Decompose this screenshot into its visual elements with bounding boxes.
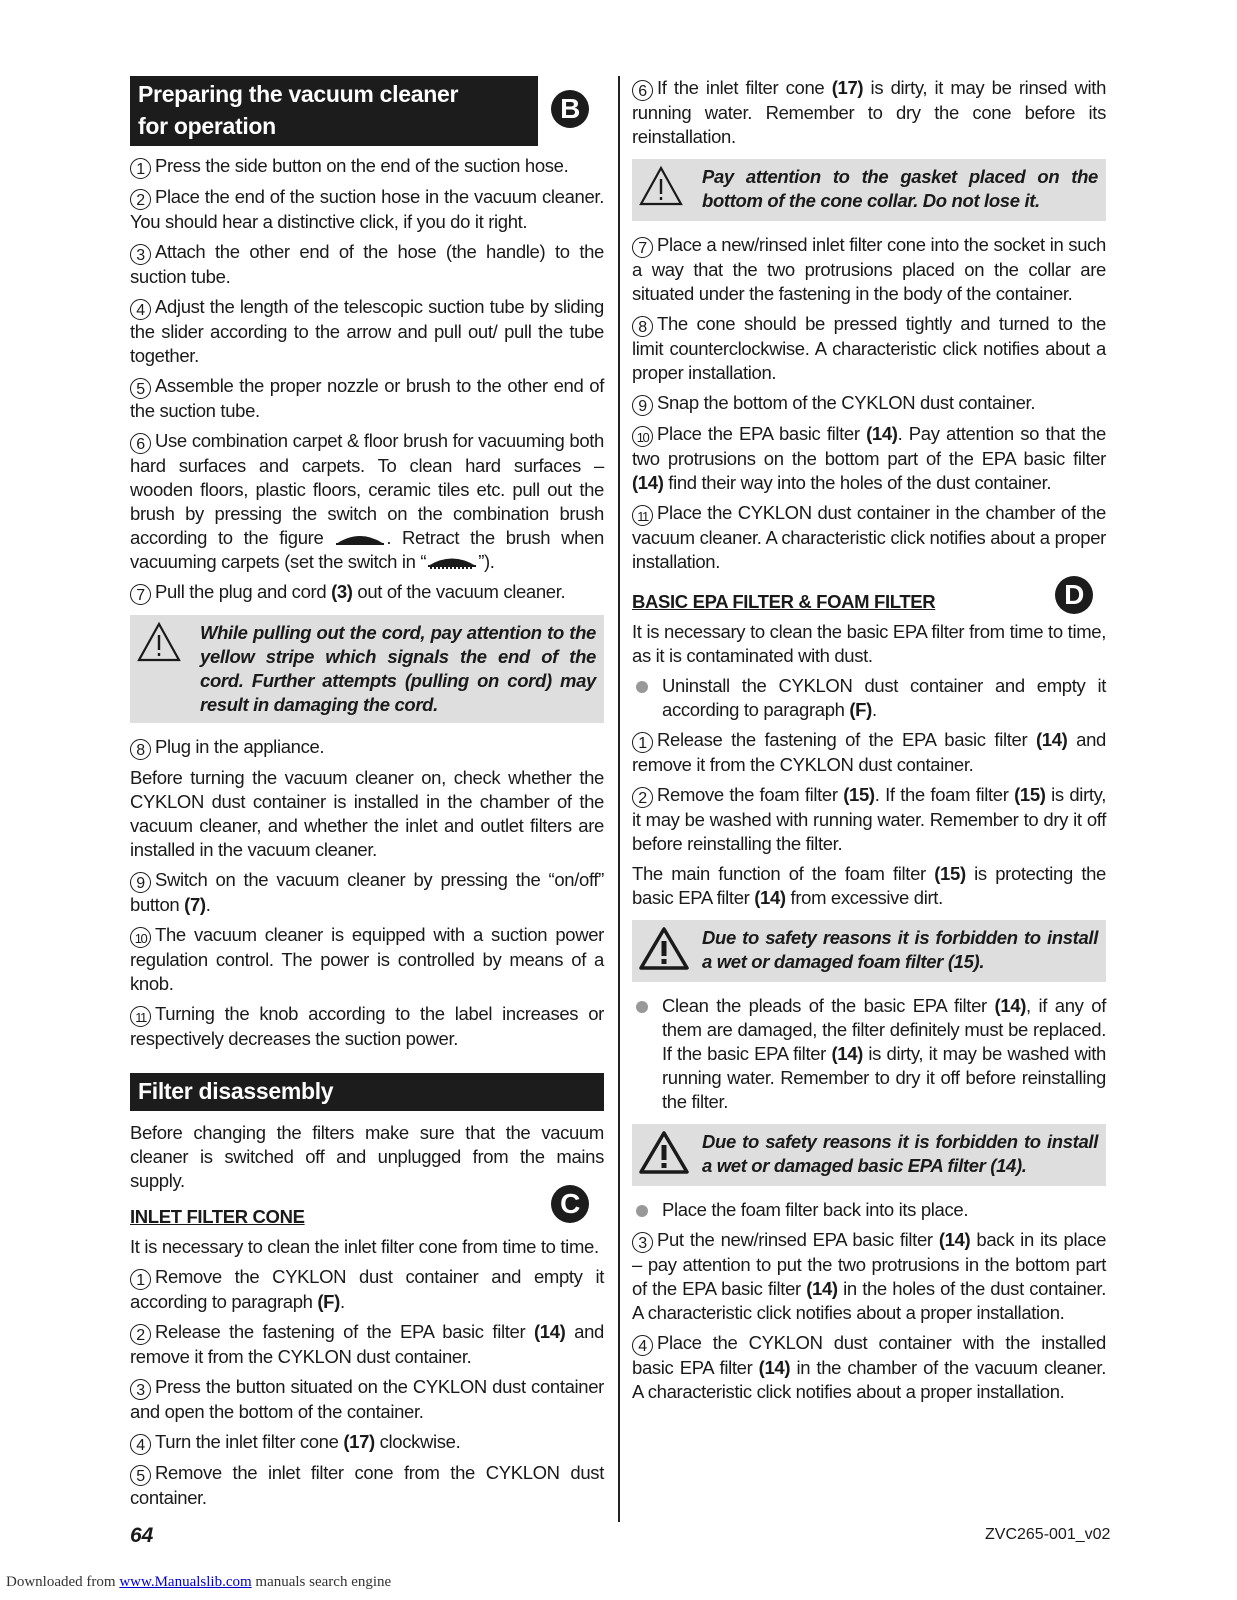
step-7	[130, 580, 604, 605]
page-number: 64	[130, 1524, 154, 1547]
step-text-c: find their way into the holes of the dust container.	[663, 472, 1052, 493]
ref: (14)	[938, 1229, 971, 1250]
step-text-b: out of the vacuum cleaner.	[352, 581, 566, 602]
step-number: 1	[632, 732, 653, 753]
step-text-b: . Retract the brush when vacuuming carpets (set the switch in “	[130, 527, 604, 572]
step-text-b: and remove it from the CYKLON dust container.	[130, 1321, 604, 1367]
ref: (14)	[831, 1043, 863, 1064]
step-text-b: is dirty, it may be rinsed with running water. Remember to dry the cone before its reinstallation.	[632, 77, 1107, 147]
bullet-uninstall	[632, 674, 1106, 722]
step-number: 1	[130, 158, 151, 179]
step-number: 2	[130, 1324, 151, 1345]
download-suffix: manuals search engine	[251, 1574, 392, 1590]
inlet-lead: It is necessary to clean the inlet filter cone from time to time.	[130, 1236, 599, 1257]
bullet-text-b: , if any of them are damaged, the filter definitely must be replaced. If the basic EPA filter	[662, 995, 1106, 1064]
step-number: 4	[130, 1434, 151, 1455]
step-number: 11	[632, 505, 653, 526]
bullet-foam-back	[632, 1198, 1106, 1222]
ref: (14)	[994, 995, 1027, 1016]
warning-text: While pulling out the cord, pay attention to the yellow stripe which signals the end of the cord. Further attempts (pulling on cord) may result in damaging the cord.	[200, 622, 596, 715]
step-number: 7	[632, 237, 653, 258]
step-text: Place the EPA basic filter	[657, 423, 867, 444]
ref: (F)	[849, 699, 872, 720]
step-6	[130, 429, 604, 574]
step-text-b: .	[205, 894, 211, 915]
step-text-b: back in its place – pay attention to put the two protrusions in the bottom part of the EPA basic filter	[632, 1229, 1107, 1299]
foam-note	[632, 862, 1106, 910]
ref: (14)	[533, 1321, 566, 1342]
step-10	[130, 923, 604, 996]
c-step-6	[632, 76, 1106, 149]
doc-code: ZVC265-001_v02	[985, 1526, 1111, 1543]
ref: (7)	[184, 894, 206, 915]
step-number: 2	[130, 189, 151, 210]
manualslib-link[interactable]: www.Manualslib.com	[119, 1574, 252, 1590]
right-column	[632, 76, 1106, 1404]
warning-gasket	[632, 159, 1106, 221]
step-number: 10	[130, 927, 151, 948]
ref: (14)	[754, 887, 786, 908]
step-text: Release the fastening of the EPA basic filter	[657, 729, 1036, 750]
step-text-c: is dirty, it may be washed with running water. Remember to dry it off before reinstalling the filter.	[632, 784, 1106, 854]
step-text: Press the button situated on the CYKLON dust container and open the bottom of the container.	[130, 1376, 604, 1422]
section-title-line2: for operation	[138, 113, 276, 139]
warning-icon	[638, 926, 690, 972]
column-divider	[618, 76, 620, 1522]
c-step-5	[130, 1461, 604, 1510]
d-step-4	[632, 1331, 1106, 1404]
step-8	[130, 735, 604, 760]
bullet-clean-pleads	[632, 994, 1106, 1114]
d-step-1	[632, 728, 1106, 777]
step-text: Place the CYKLON dust container with the installed basic EPA filter	[632, 1332, 1106, 1378]
step-text: If the inlet filter cone	[657, 77, 832, 98]
c-step-3	[130, 1375, 604, 1424]
step-text-b: in the chamber of the vacuum cleaner. A characteristic click notifies about a proper installation.	[632, 1357, 1106, 1402]
ref: (14)	[1035, 729, 1068, 750]
badge-d: D	[1055, 576, 1093, 614]
bullet-text-b: .	[871, 699, 877, 720]
step-number: 3	[130, 244, 151, 265]
c-step-8	[632, 312, 1106, 385]
step-text: Turning the knob according to the label increases or respectively decreases the suction power.	[130, 1003, 604, 1049]
step-text: Place the end of the suction hose in the vacuum cleaner. You should hear a distinctive click, if you do it right.	[130, 186, 604, 232]
step-text: Place a new/rinsed inlet filter cone into the socket in such a way that the two protrusions placed on the collar are situated under the fastening in the body of the container.	[632, 234, 1106, 304]
ref: (14)	[866, 423, 898, 444]
step-text-b: . Pay attention so that the two protrusions on the bottom part of the EPA basic filter	[632, 423, 1106, 469]
bullet-dot	[636, 681, 648, 693]
step-number: 5	[130, 378, 151, 399]
step-text: Place the CYKLON dust container in the chamber of the vacuum cleaner. A characteristic click notifies about a proper installation.	[632, 502, 1106, 572]
step-11	[130, 1002, 604, 1051]
warning-icon	[136, 621, 182, 663]
c-step-4	[130, 1430, 604, 1455]
c-step-9	[632, 391, 1106, 416]
step-text: The cone should be pressed tightly and turned to the limit counterclockwise. A characteristic click notifies about a proper installation.	[632, 313, 1106, 383]
note-text-c: from excessive dirt.	[785, 887, 943, 908]
brush-in-icon	[426, 555, 478, 571]
step-number: 8	[130, 739, 151, 760]
step-text: Use combination carpet & floor brush for vacuuming both hard surfaces and carpets. To clean hard surfaces – wooden floors, plastic floors, ceramic tiles etc. pull out the brush by pressing the switch on the combination brush according to the figure	[130, 430, 604, 548]
filter-intro: Before changing the filters make sure that the vacuum cleaner is switched off and unplugged from the mains supply.	[130, 1122, 604, 1191]
d-step-3	[632, 1228, 1106, 1325]
step-text: Turn the inlet filter cone	[155, 1431, 344, 1452]
subheading-text: INLET FILTER CONE	[130, 1206, 305, 1227]
warning-cord	[130, 615, 604, 723]
bullet-text: Uninstall the CYKLON dust container and empty it according to paragraph	[662, 675, 1106, 720]
step-text-c: in the holes of the dust container. A characteristic click notifies about a proper installation.	[632, 1278, 1106, 1323]
brush-out-icon	[334, 532, 386, 546]
badge-b: B	[551, 90, 589, 128]
ref: (17)	[343, 1431, 375, 1452]
c-step-2	[130, 1320, 604, 1369]
download-footer	[6, 1574, 391, 1591]
ref: (14)	[632, 472, 664, 493]
step-number: 7	[130, 584, 151, 605]
c-step-10	[632, 422, 1106, 495]
step-text: Plug in the appliance.	[155, 736, 325, 757]
section-title-filter-disassembly: Filter disassembly	[130, 1073, 604, 1111]
step-number: 10	[632, 426, 653, 447]
step-number: 4	[632, 1335, 653, 1356]
subheading-basic-epa	[632, 579, 1106, 614]
step-9	[130, 868, 604, 917]
bullet-text: Place the foam filter back into its place.	[662, 1199, 969, 1220]
section-title-line1: Preparing the vacuum cleaner	[138, 81, 459, 107]
step-text-b: .	[339, 1291, 345, 1312]
ref: (15)	[1014, 784, 1046, 805]
bullet-dot	[636, 1205, 648, 1217]
warning-epa-filter	[632, 1124, 1106, 1186]
warning-foam-filter	[632, 920, 1106, 982]
step-number: 9	[130, 872, 151, 893]
step-text: Remove the inlet filter cone from the CYKLON dust container.	[130, 1462, 604, 1508]
step-text: Remove the foam filter	[657, 784, 844, 805]
step-text: Snap the bottom of the CYKLON dust container.	[657, 392, 1036, 413]
ref: (3)	[331, 581, 353, 602]
step-number: 3	[632, 1232, 653, 1253]
step-text: Switch on the vacuum cleaner by pressing the “on/off” button	[130, 869, 604, 915]
epa-lead: It is necessary to clean the basic EPA filter from time to time, as it is contaminated with dust.	[632, 621, 1106, 666]
subheading-inlet-filter-cone	[130, 1188, 604, 1229]
step-number: 3	[130, 1379, 151, 1400]
ref: (15)	[843, 784, 875, 805]
step-number: 6	[130, 433, 151, 454]
step-text: The vacuum cleaner is equipped with a suction power regulation control. The power is controlled by means of a knob.	[130, 924, 604, 994]
step-5	[130, 374, 604, 423]
ref: (14)	[758, 1357, 791, 1378]
step-2	[130, 185, 604, 234]
ref: (14)	[806, 1278, 838, 1299]
note-text-b: is protecting the basic EPA filter	[632, 863, 1106, 908]
step-number: 4	[130, 299, 151, 320]
step-4	[130, 295, 604, 368]
section-header-preparing	[130, 76, 604, 146]
step-text: Press the side button on the end of the suction hose.	[155, 155, 569, 176]
subheading-text: BASIC EPA FILTER & FOAM FILTER	[632, 591, 936, 612]
bullet-dot	[636, 1001, 648, 1013]
ref: (15)	[934, 863, 966, 884]
step-number: 11	[130, 1006, 151, 1027]
step-3	[130, 240, 604, 289]
warning-text: Due to safety reasons it is forbidden to install a wet or damaged basic EPA filter (14).	[702, 1131, 1098, 1176]
step-number: 9	[632, 395, 653, 416]
step-text-b: . If the foam filter	[874, 784, 1015, 805]
step-1	[130, 154, 604, 179]
step-number: 5	[130, 1465, 151, 1486]
bullet-text: Clean the pleads of the basic EPA filter	[662, 995, 995, 1016]
warning-icon	[638, 1130, 690, 1176]
step-text-b: and remove it from the CYKLON dust container.	[632, 729, 1106, 775]
step-number: 8	[632, 316, 653, 337]
step-number: 2	[632, 787, 653, 808]
step-text: Adjust the length of the telescopic suction tube by sliding the slider according to the arrow and pull out/ pull the tube together.	[130, 296, 604, 366]
note-text: The main function of the foam filter	[632, 863, 935, 884]
step-number: 1	[130, 1269, 151, 1290]
ref: (F)	[317, 1291, 340, 1312]
step-text-c: ”).	[478, 551, 495, 572]
note-before-on: Before turning the vacuum cleaner on, check whether the CYKLON dust container is installed in the chamber of the vacuum cleaner, and whether the inlet and outlet filters are installed in the vacuum cleaner.	[130, 767, 604, 860]
warning-text: Pay attention to the gasket placed on the bottom of the cone collar. Do not lose it.	[702, 166, 1098, 211]
left-column	[130, 76, 604, 1510]
step-text: Pull the plug and cord	[155, 581, 332, 602]
step-text-b: clockwise.	[374, 1431, 461, 1452]
section-title	[130, 76, 538, 146]
c-step-7	[632, 233, 1106, 306]
bullet-text-c: is dirty, it may be washed with running water. Remember to dry it off before reinstalling the filter.	[662, 1043, 1106, 1112]
step-text: Release the fastening of the EPA basic filter	[155, 1321, 534, 1342]
step-text: Remove the CYKLON dust container and empty it according to paragraph	[130, 1266, 604, 1312]
step-text: Attach the other end of the hose (the handle) to the suction tube.	[130, 241, 604, 287]
step-text: Put the new/rinsed EPA basic filter	[657, 1229, 939, 1250]
download-prefix: Downloaded from	[6, 1574, 120, 1590]
step-number: 6	[632, 80, 653, 101]
c-step-1	[130, 1265, 604, 1314]
warning-icon	[638, 165, 684, 207]
step-text: Assemble the proper nozzle or brush to the other end of the suction tube.	[130, 375, 604, 421]
d-step-2	[632, 783, 1106, 856]
ref: (17)	[831, 77, 864, 98]
badge-c: C	[551, 1185, 589, 1223]
warning-text: Due to safety reasons it is forbidden to install a wet or damaged foam filter (15).	[702, 927, 1098, 972]
c-step-11	[632, 501, 1106, 574]
